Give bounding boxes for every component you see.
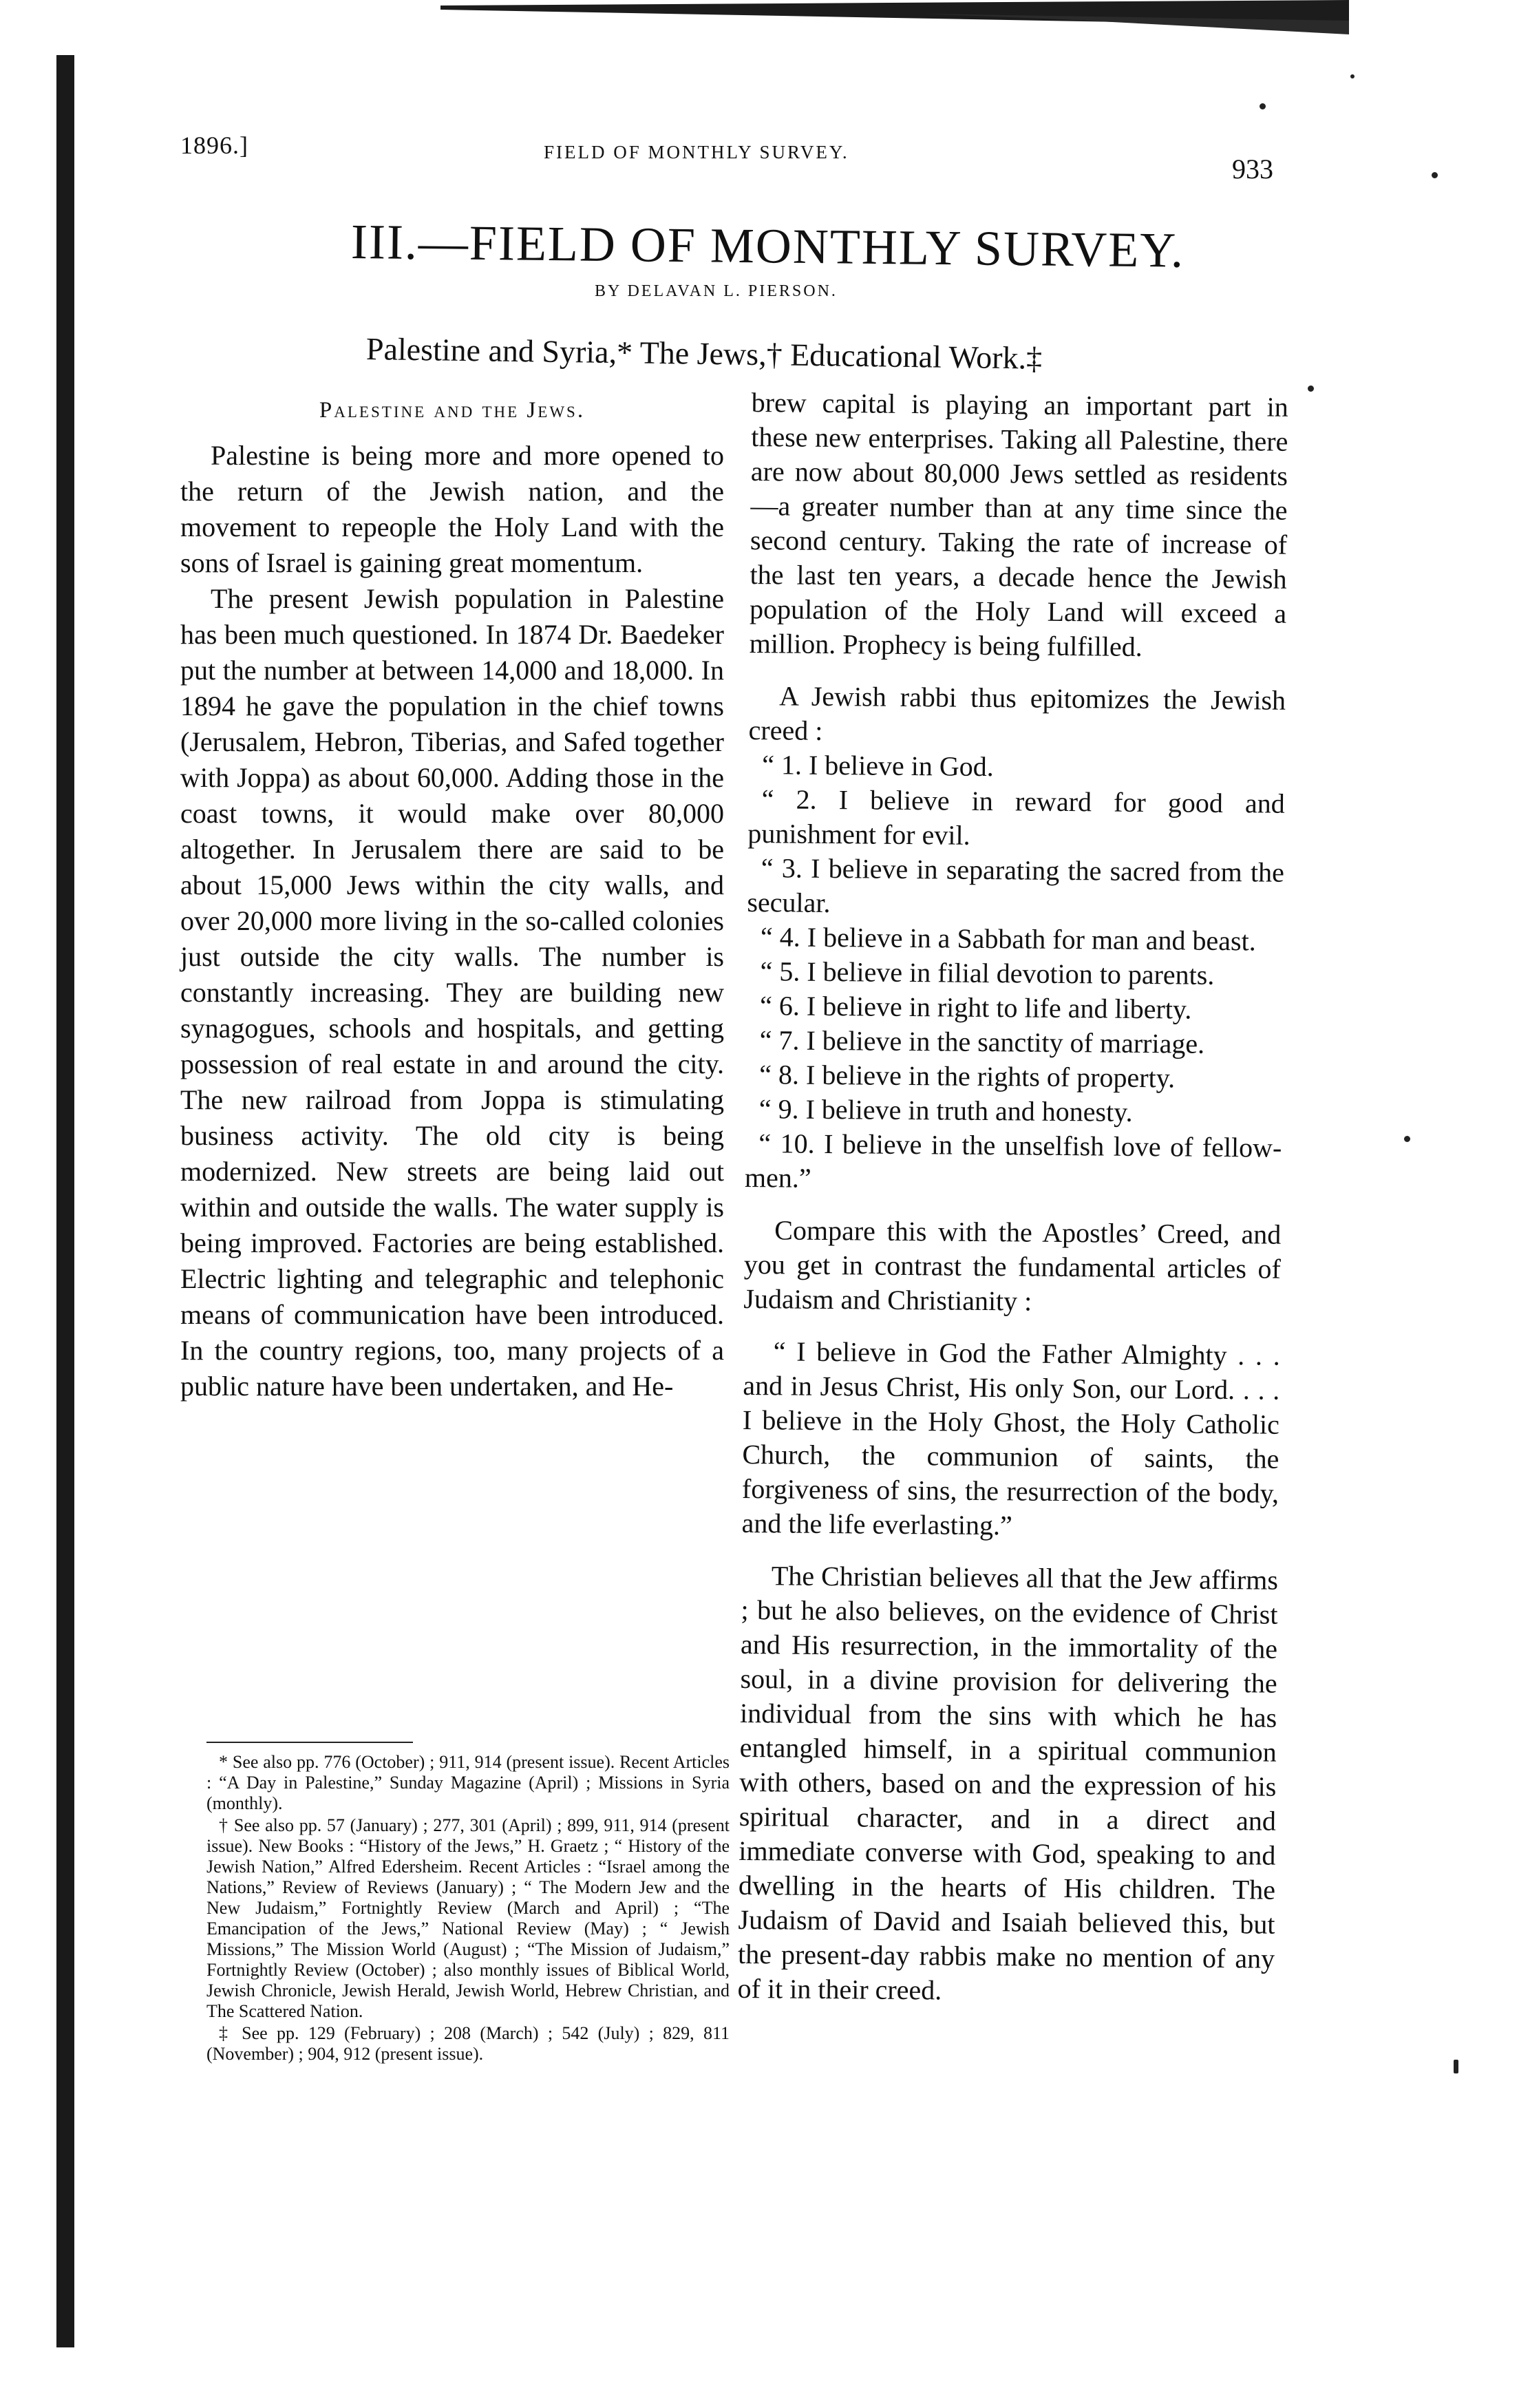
running-title: FIELD OF MONTHLY SURVEY. [544,142,849,162]
right-column [737,386,1288,2011]
header-year: 1896.] [180,131,248,159]
article-title: III.—FIELD OF MONTHLY SURVEY. [350,214,1185,278]
byline: BY DELAVAN L. PIERSON. [595,282,838,300]
paragraph: The Christian believes all that the Jew affirms ; but he also believes, on the evidence of Christ and His resurrection, in the immortality of the soul, in a divine provision for delivering the individual from the sins with which he has entangled himself, in a spiritual communion with others, based on and the expression of his spiritual character, and in a direct and immediate converse with God, speaking to and dwelling in the hearts of His children. The Judaism of David and Isaiah believed this, but the present-day rabbis make no mention of any of it in their creed. [737,1560,1279,2006]
scan-edge-artifact [440,0,1349,34]
creed-item: “ 3. I believe in separating the sacred from the secular. [747,852,1285,919]
creed-item: “ 5. I believe in filial devotion to parents. [760,955,1215,991]
paragraph: Palestine is being more and more opened to the return of the Jewish nation, and the movement to repeople the Holy Land with the sons of Israel is gaining great momentum. [180,440,724,578]
creed-intro: A Jewish rabbi thus epitomizes the Jewish creed : [748,680,1286,746]
left-column [180,392,724,1404]
creed-item: “ 6. I believe in right to life and liberty. [759,990,1192,1025]
creed-item: “ 9. I believe in truth and honesty. [758,1093,1133,1128]
footnote-rule [206,1742,413,1743]
apostles-creed-quote: “ I believe in God the Father Almighty . . . and in Jesus Christ, His only Son, our Lord. . . . I believe in the Holy Ghost, the Holy Catholic Church, the communion of saints, the forgiveness of sins, the resurrection of the body, and the life everlasting.” [741,1335,1280,1541]
jewish-creed-list [745,748,1286,1200]
paragraph: The present Jewish population in Palestine has been much questioned. In 1874 Dr. Baedeker put the number at between 14,000 and 18,000. In 1894 he gave the population in the chief towns (Jerusalem, Hebron, Tiberias, and Safed together with Joppa) as about 60,000. Adding those in the coast towns, it would make over 80,000 altogether. In Jerusalem there are said to be about 15,000 Jews within the city walls, and over 20,000 more living in the so-called colonies just outside the city walls. The number is constantly increasing. They are building new synagogues, schools and hospitals, and getting possession of real estate in and around the city. The new railroad from Joppa is stimulating business activity. The old city is being modernized. New streets are being laid out within and outside the walls. The water supply is being improved. Factories are being established. Electric lighting and telegraphic and telephonic means of communication have been introduced. In the country regions, too, many projects of a public nature have been undertaken, and He- [180,583,724,1402]
speck [1350,74,1355,78]
creed-item: “ 1. I believe in God. [761,749,994,783]
section-heading: Palestine and the Jews. [319,398,586,423]
footnote: † See also pp. 57 (January) ; 277, 301 (April) ; 899, 911, 914 (present issue). New Books : “History of the Jews,” H. Graetz ; “ History of the Jewish Nation,” Alfred Edersheim. Recent Articles : “Israel among the Nations,” Review of Reviews (January) ; “ The Modern Jew and the New Judaism,” Fortnightly Review (March and April) ; “The Emancipation of the Jews,” National Review (May) ; “ Jewish Missions,” The Mission World (August) ; “The Mission of Judaism,” Fortnightly Review (October) ; also monthly issues of Biblical World, Jewish Chronicle, Jewish Herald, Jewish World, Hebrew Christian, and The Scattered Nation. [206,1815,730,2021]
speck [1308,386,1314,392]
paragraph: Compare this with the Apostles’ Creed, and you get in contrast the fundamental articles of Judaism and Christianity : [743,1214,1282,1317]
topics-line: Palestine and Syria,* The Jews,† Educational Work.‡ [365,331,1043,376]
creed-item: “ 2. I believe in reward for good and punishment for evil. [747,783,1285,851]
speck [1454,2060,1458,2073]
footnote: * See also pp. 776 (October) ; 911, 914 (present issue). Recent Articles : “A Day in Palestine,” Sunday Magazine (April) ; Missions in Syria (monthly). [206,1752,730,1813]
speck [1432,172,1438,178]
speck [1404,1136,1410,1142]
creed-item: “ 7. I believe in the sanctity of marriage. [759,1024,1205,1059]
creed-item: “ 10. I believe in the unselfish love of fellow-men.” [744,1128,1282,1194]
speck [1260,103,1266,109]
creed-item: “ 8. I believe in the rights of property. [759,1059,1176,1094]
scan-binding-edge [56,55,74,2347]
paragraph: brew capital is playing an important part in these new enterprises. Taking all Palestine, there are now about 80,000 Jews settled as residents—a greater number than at any time since the second century. Taking the rate of increase of the last ten years, a decade hence the Jewish population of the Holy Land will exceed a million. Prophecy is being fulfilled. [749,386,1288,662]
creed-item: “ 4. I believe in a Sabbath for man and beast. [760,921,1256,957]
footnote: ‡ See pp. 129 (February) ; 208 (March) ; 542 (July) ; 829, 811 (November) ; 904, 912 (present issue). [206,2023,730,2064]
footnotes [206,1752,730,2066]
page-number: 933 [1232,154,1273,184]
